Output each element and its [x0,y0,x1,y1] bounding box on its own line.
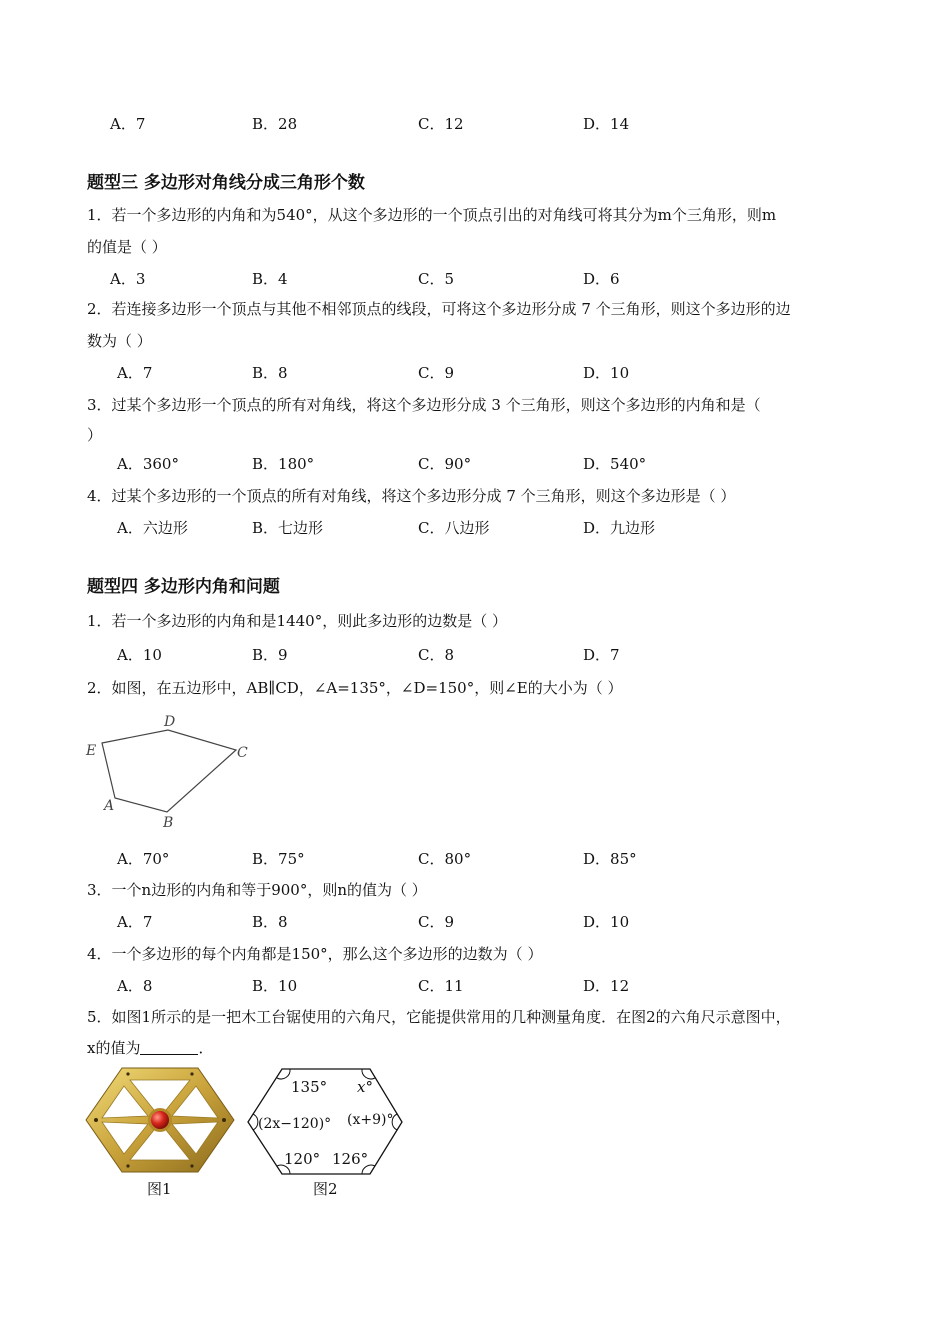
angle-label-120: 120° [284,1150,321,1168]
option-a: A．3 [110,270,146,288]
s3-q1-text: 1．若一个多边形的内角和为540°，从这个多边形的一个顶点引出的对角线可将其分为m个三角形，则m [87,206,777,224]
s4-q5-prefix: x的值为 [87,1039,141,1057]
s3-q1-text-cont: 的值是（ ） [87,238,167,256]
s4-q4-options [0,976,950,996]
s3-q2-text-cont: 数为（ ） [87,332,152,350]
option-a: A．7 [110,115,146,133]
s4-q5-text: 5．如图1所示的是一把木工台锯使用的六角尺，它能提供常用的几种测量角度．在图2的六角尺示意图中， [87,1008,791,1026]
vertex-label-a: A [104,798,115,814]
vertex-label-b: B [163,815,174,831]
figure2-caption: 图2 [313,1180,338,1198]
option-d: D．10 [583,364,630,382]
option-c: C．11 [418,977,464,995]
angle-label-x: x° [357,1078,373,1096]
option-d: D．14 [583,115,630,133]
option-c: C．12 [418,115,464,133]
option-a: A．8 [117,977,153,995]
option-b: B．9 [252,646,288,664]
option-c: C．5 [418,270,455,288]
option-c: C．80° [418,850,472,868]
angle-label-126: 126° [332,1150,369,1168]
hexagon-ruler-photo [84,1066,236,1174]
option-d: D．12 [583,977,630,995]
option-b: B．10 [252,977,298,995]
option-c: C．8 [418,646,455,664]
option-b: B．七边形 [252,519,324,537]
option-b: B．8 [252,364,288,382]
s4-q5-text-cont [87,1038,213,1058]
option-d: D．7 [583,646,620,664]
s3-q2-text: 2．若连接多边形一个顶点与其他不相邻顶点的线段，可将这个多边形分成 7 个三角形，则这个多边形的边 [87,300,791,318]
option-b: B．4 [252,270,288,288]
s3-q4-text: 4．过某个多边形的一个顶点的所有对角线，将这个多边形分成 7 个三角形，则这个多边形是（ ） [87,487,736,505]
s4-q1-options [0,645,950,665]
s4-q4-text: 4．一个多边形的每个内角都是150°，那么这个多边形的边数为（ ） [87,945,543,963]
option-d: D．九边形 [583,519,656,537]
option-c: C．八边形 [418,519,490,537]
answer-blank[interactable] [140,1040,198,1055]
ruler-knob [151,1111,169,1129]
option-c: C．9 [418,913,455,931]
s4-q2-options [0,849,950,869]
section4-title: 题型四 多边形内角和问题 [87,577,280,597]
pentagon-outline [102,730,236,812]
s4-q2-text: 2．如图，在五边形中，AB∥CD，∠A=135°，∠D=150°，则∠E的大小为（ ） [87,679,623,697]
option-a: A．7 [117,364,153,382]
s4-q3-text: 3．一个n边形的内角和等于900°，则n的值为（ ） [87,881,427,899]
section3-title: 题型三 多边形对角线分成三角形个数 [87,173,365,193]
option-a: A．360° [117,455,179,473]
option-d: D．540° [583,455,647,473]
angle-label-135: 135° [291,1078,328,1096]
s3-q3-text: 3．过某个多边形一个顶点的所有对角线，将这个多边形分成 3 个三角形，则这个多边形的内角和是（ [87,396,761,414]
option-a: A．70° [117,850,170,868]
option-b: B．28 [252,115,298,133]
option-c: C．90° [418,455,472,473]
vertex-label-d: D [164,714,176,730]
s4-q1-text: 1．若一个多边形的内角和是1440°，则此多边形的边数是（ ） [87,612,507,630]
option-b: B．8 [252,913,288,931]
option-d: D．85° [583,850,637,868]
option-d: D．6 [583,270,620,288]
s3-q1-options [0,269,950,289]
s3-q4-options [0,518,950,538]
vertex-label-c: C [237,745,248,761]
vertex-label-e: E [86,743,97,759]
angle-label-x-plus-9: (x+9)° [347,1112,394,1128]
s4-q5-suffix: ． [198,1039,214,1057]
option-a: A．7 [117,913,153,931]
option-c: C．9 [418,364,455,382]
hexagon-ruler-diagram [244,1066,406,1178]
top-options [0,114,950,134]
option-a: A．10 [117,646,162,664]
s4-q3-options [0,912,950,932]
angle-label-2x-120: (2x−120)° [258,1116,332,1132]
figure1-caption: 图1 [147,1180,172,1198]
option-b: B．75° [252,850,305,868]
option-a: A．六边形 [117,519,188,537]
s3-q3-options [0,454,950,474]
s3-q2-options [0,363,950,383]
option-d: D．10 [583,913,630,931]
s3-q3-text-cont: ） [87,426,103,444]
pentagon-figure [80,710,260,835]
option-b: B．180° [252,455,315,473]
